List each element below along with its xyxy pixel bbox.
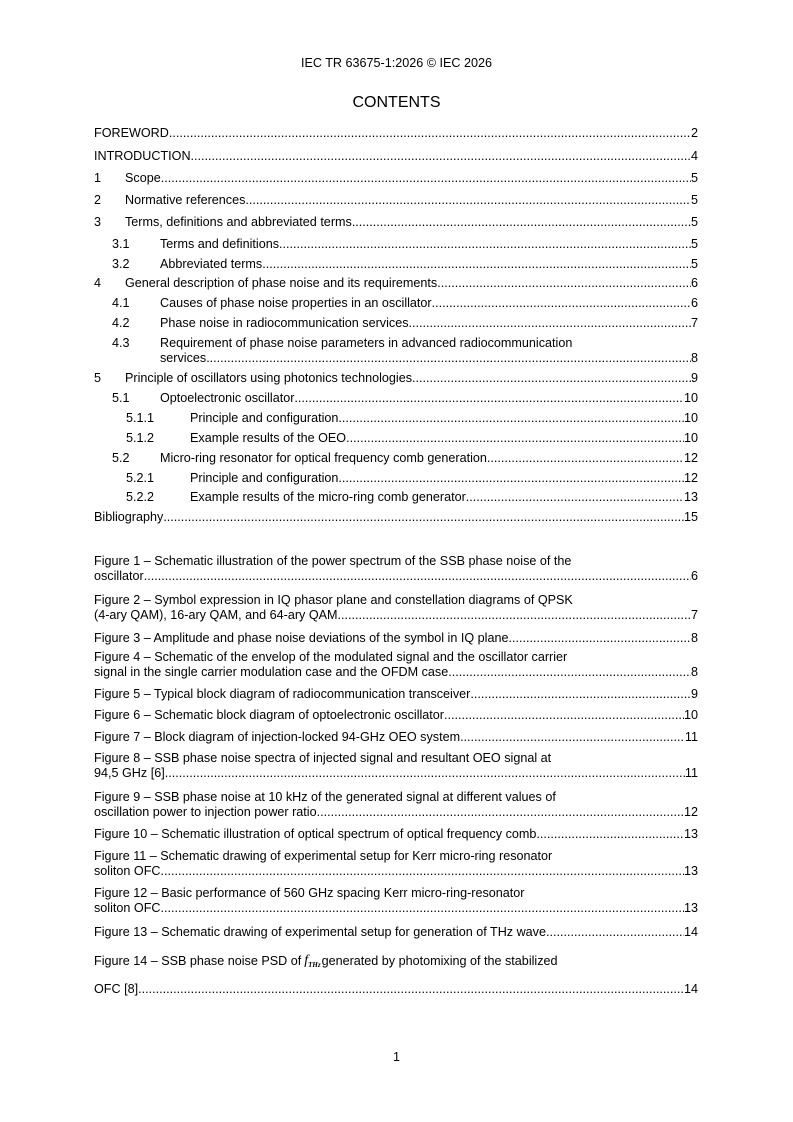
toc-line xyxy=(94,316,698,331)
figure-title-continued: soliton OFC xyxy=(94,901,161,915)
toc-title[interactable]: Principle and configuration xyxy=(190,411,339,425)
dot-leader xyxy=(338,471,684,486)
dot-leader xyxy=(338,411,684,426)
toc-number: 5.1 xyxy=(112,391,130,405)
toc-number: 5.1.1 xyxy=(126,411,155,425)
figure-page: 11 xyxy=(684,730,698,744)
figure-entry[interactable] xyxy=(94,925,698,940)
toc-entry[interactable] xyxy=(94,336,698,366)
toc-page: 10 xyxy=(683,391,698,405)
toc-page: 6 xyxy=(690,296,698,310)
toc-title[interactable]: Principle of oscillators using photonics technologies xyxy=(125,371,413,385)
toc-number: 4.1 xyxy=(112,296,130,310)
symbol-f-thz xyxy=(304,949,321,977)
figure-title[interactable]: Figure 4 – Schematic of the envelop of the modulated signal and the oscillator carrier xyxy=(94,650,568,664)
figure-line xyxy=(94,949,698,977)
figure-line xyxy=(94,708,698,723)
figure-line xyxy=(94,827,698,842)
dot-leader xyxy=(161,901,684,916)
toc-entry[interactable] xyxy=(94,316,698,331)
figure-line xyxy=(94,925,698,940)
toc-line xyxy=(94,215,698,230)
dot-leader xyxy=(432,296,691,311)
figure-title-continued: 94,5 GHz [6] xyxy=(94,766,165,780)
toc-title-continued: services xyxy=(160,351,207,365)
figure-page: 14 xyxy=(683,925,698,939)
dot-leader xyxy=(448,665,691,680)
figure-title-continued: (4-ary QAM), 16-ary QAM, and 64-ary QAM xyxy=(94,608,338,622)
toc-line xyxy=(94,126,698,141)
dot-leader xyxy=(191,149,691,164)
dot-leader xyxy=(262,257,691,272)
toc-entry[interactable] xyxy=(94,296,698,311)
toc-entry[interactable] xyxy=(94,490,698,505)
symbol: f xyxy=(304,953,309,968)
figure-line xyxy=(94,665,698,680)
figure-title[interactable]: Figure 14 – SSB phase noise PSD of xyxy=(94,954,302,968)
figure-page: 12 xyxy=(683,805,698,819)
figure-title[interactable]: Figure 11 – Schematic drawing of experimental setup for Kerr micro-ring resonator xyxy=(94,849,553,863)
figure-title-continued: oscillator xyxy=(94,569,144,583)
figure-entry[interactable] xyxy=(94,593,698,623)
toc-entry[interactable] xyxy=(94,237,698,252)
figure-title-post: generated by photomixing of the stabilized xyxy=(321,954,558,968)
figure-line xyxy=(94,687,698,702)
toc-number: 3.2 xyxy=(112,257,130,271)
figure-line xyxy=(94,593,698,608)
toc-title[interactable]: Abbreviated terms xyxy=(160,257,263,271)
figure-title-continued: OFC [8] xyxy=(94,982,139,996)
figure-line xyxy=(94,805,698,820)
toc-entry[interactable] xyxy=(94,431,698,446)
dot-leader xyxy=(317,805,684,820)
figure-line xyxy=(94,901,698,916)
toc-number: 1 xyxy=(94,171,102,185)
figure-entry[interactable] xyxy=(94,554,698,584)
figure-entry[interactable] xyxy=(94,751,698,781)
toc-page: 10 xyxy=(683,431,698,445)
toc-title[interactable]: Bibliography xyxy=(94,510,164,524)
figure-line xyxy=(94,554,698,569)
toc-entry[interactable] xyxy=(94,451,698,466)
toc-title[interactable]: Phase noise in radiocommunication services xyxy=(160,316,409,330)
toc-title[interactable]: Optoelectronic oscillator xyxy=(160,391,295,405)
figure-title[interactable]: Figure 13 – Schematic drawing of experimental setup for generation of THz wave xyxy=(94,925,546,939)
toc-page: 15 xyxy=(683,510,698,524)
document-header: IEC TR 63675-1:2026 © IEC 2026 xyxy=(300,56,493,70)
figure-page: 6 xyxy=(690,569,698,583)
toc-number: 4.2 xyxy=(112,316,130,330)
dot-leader xyxy=(346,431,684,446)
figure-line xyxy=(94,751,698,766)
dot-leader xyxy=(409,316,691,331)
toc-entry[interactable] xyxy=(94,471,698,486)
dot-leader xyxy=(487,451,684,466)
figure-line xyxy=(94,790,698,805)
figure-title-continued: oscillation power to injection power ratio xyxy=(94,805,317,819)
figure-page: 10 xyxy=(683,708,698,722)
figure-entry[interactable] xyxy=(94,886,698,916)
figure-page: 9 xyxy=(690,687,698,701)
dot-leader xyxy=(536,827,684,842)
dot-leader xyxy=(546,925,684,940)
toc-title[interactable]: Principle and configuration xyxy=(190,471,339,485)
dot-leader xyxy=(163,510,684,525)
toc-title[interactable]: INTRODUCTION xyxy=(94,149,191,163)
toc-entry[interactable] xyxy=(94,149,698,164)
toc-page: 5 xyxy=(690,215,698,229)
figure-line xyxy=(94,849,698,864)
toc-title[interactable]: Causes of phase noise properties in an oscillator xyxy=(160,296,432,310)
figure-title[interactable]: Figure 3 – Amplitude and phase noise deviations of the symbol in IQ plane xyxy=(94,631,509,645)
dot-leader xyxy=(508,631,691,646)
figure-entry[interactable] xyxy=(94,827,698,842)
toc-page: 10 xyxy=(683,411,698,425)
toc-line xyxy=(94,510,698,525)
dot-leader xyxy=(338,608,691,623)
figure-entry[interactable] xyxy=(94,849,698,879)
toc-entry[interactable] xyxy=(94,276,698,291)
page-number: 1 xyxy=(392,1050,400,1064)
toc-line xyxy=(94,276,698,291)
toc-page: 7 xyxy=(690,316,698,330)
toc-line xyxy=(94,391,698,406)
toc-title[interactable]: Requirement of phase noise parameters in advanced radiocommunication xyxy=(160,336,573,350)
dot-leader xyxy=(161,171,691,186)
toc-title[interactable]: Example results of the micro-ring comb generator xyxy=(190,490,466,504)
toc-title[interactable]: Terms, definitions and abbreviated terms xyxy=(125,215,352,229)
toc-page: 13 xyxy=(683,490,698,504)
figure-line xyxy=(94,650,698,665)
figure-entry[interactable] xyxy=(94,730,698,745)
figure-line xyxy=(94,886,698,901)
figure-page: 11 xyxy=(684,766,698,780)
toc-line xyxy=(94,336,698,351)
dot-leader xyxy=(460,730,685,745)
figure-title-continued: signal in the single carrier modulation case and the OFDM case xyxy=(94,665,449,679)
toc-page: 12 xyxy=(683,471,698,485)
figure-line xyxy=(94,608,698,623)
toc-entry[interactable] xyxy=(94,171,698,186)
dot-leader xyxy=(161,864,684,879)
toc-number: 3.1 xyxy=(112,237,130,251)
toc-page: 8 xyxy=(690,351,698,365)
toc-number: 3 xyxy=(94,215,102,229)
figure-title[interactable]: Figure 5 – Typical block diagram of radiocommunication transceiver xyxy=(94,687,471,701)
toc-page: 4 xyxy=(690,149,698,163)
dot-leader xyxy=(437,276,691,291)
figure-entry[interactable] xyxy=(94,790,698,820)
figure-entry[interactable] xyxy=(94,708,698,723)
toc-page: 5 xyxy=(690,193,698,207)
toc-line xyxy=(94,451,698,466)
toc-entry[interactable] xyxy=(94,371,698,386)
toc-entry[interactable] xyxy=(94,391,698,406)
toc-line xyxy=(94,193,698,208)
toc-number: 2 xyxy=(94,193,102,207)
toc-line xyxy=(94,257,698,272)
figure-page: 8 xyxy=(690,665,698,679)
toc-number: 5.2 xyxy=(112,451,130,465)
toc-page: 5 xyxy=(690,237,698,251)
toc-page: 5 xyxy=(690,257,698,271)
figure-title[interactable]: Figure 10 – Schematic illustration of optical spectrum of optical frequency comb xyxy=(94,827,537,841)
contents-title: CONTENTS xyxy=(352,94,441,111)
toc-number: 4 xyxy=(94,276,102,290)
toc-number: 5.2.2 xyxy=(126,490,155,504)
dot-leader xyxy=(279,237,691,252)
dot-leader xyxy=(352,215,691,230)
toc-page: 9 xyxy=(690,371,698,385)
toc-title[interactable]: Scope xyxy=(125,171,161,185)
toc-page: 5 xyxy=(690,171,698,185)
toc-line xyxy=(94,237,698,252)
figure-line xyxy=(94,864,698,879)
dot-leader xyxy=(138,977,684,1001)
toc-title[interactable]: Example results of the OEO xyxy=(190,431,347,445)
figure-line xyxy=(94,766,698,781)
dot-leader xyxy=(245,193,691,208)
toc-title[interactable]: Micro-ring resonator for optical frequency comb generation xyxy=(160,451,487,465)
dot-leader xyxy=(165,766,685,781)
figure-title[interactable]: Figure 9 – SSB phase noise at 10 kHz of the generated signal at different values of xyxy=(94,790,556,804)
toc-line xyxy=(94,351,698,366)
dot-leader xyxy=(412,371,691,386)
toc-title[interactable]: Normative references xyxy=(125,193,246,207)
toc-number: 5 xyxy=(94,371,102,385)
dot-leader xyxy=(470,687,691,702)
figure-title[interactable]: Figure 12 – Basic performance of 560 GHz spacing Kerr micro-ring-resonator xyxy=(94,886,525,900)
symbol-subscript: THz xyxy=(308,961,321,969)
figure-page: 13 xyxy=(683,901,698,915)
toc-number: 5.1.2 xyxy=(126,431,155,445)
toc-number: 5.2.1 xyxy=(126,471,155,485)
dot-leader xyxy=(144,569,691,584)
toc-title[interactable]: General description of phase noise and its requirements xyxy=(125,276,438,290)
toc-entry[interactable] xyxy=(94,193,698,208)
figure-entry[interactable] xyxy=(94,949,698,1001)
toc-number: 4.3 xyxy=(112,336,130,350)
dot-leader xyxy=(444,708,684,723)
toc-line xyxy=(94,296,698,311)
dot-leader xyxy=(206,351,691,366)
toc-line xyxy=(94,490,698,505)
figure-line xyxy=(94,977,698,1001)
figure-title-continued: soliton OFC xyxy=(94,864,161,878)
toc-line xyxy=(94,471,698,486)
figure-page: 8 xyxy=(690,631,698,645)
toc-page: 2 xyxy=(690,126,698,140)
figure-title[interactable]: Figure 8 – SSB phase noise spectra of injected signal and resultant OEO signal at xyxy=(94,751,552,765)
toc-title[interactable]: Terms and definitions xyxy=(160,237,280,251)
toc-page: 12 xyxy=(683,451,698,465)
dot-leader xyxy=(169,126,691,141)
toc-page: 6 xyxy=(690,276,698,290)
figure-title[interactable]: Figure 6 – Schematic block diagram of optoelectronic oscillator xyxy=(94,708,444,722)
toc-entry[interactable] xyxy=(94,215,698,230)
dot-leader xyxy=(466,490,684,505)
toc-title[interactable]: FOREWORD xyxy=(94,126,169,140)
figure-line xyxy=(94,730,698,745)
toc-line xyxy=(94,171,698,186)
figure-entry[interactable] xyxy=(94,631,698,646)
figure-page: 14 xyxy=(683,982,698,996)
figure-title[interactable]: Figure 1 – Schematic illustration of the power spectrum of the SSB phase noise of the xyxy=(94,554,572,568)
figure-entry[interactable] xyxy=(94,650,698,680)
toc-entry[interactable] xyxy=(94,411,698,426)
dot-leader xyxy=(294,391,684,406)
figure-line xyxy=(94,631,698,646)
figure-page: 7 xyxy=(690,608,698,622)
toc-line xyxy=(94,371,698,386)
toc-line xyxy=(94,431,698,446)
toc-line xyxy=(94,411,698,426)
figure-title[interactable]: Figure 7 – Block diagram of injection-locked 94-GHz OEO system xyxy=(94,730,461,744)
toc-line xyxy=(94,149,698,164)
toc-entry[interactable] xyxy=(94,510,698,525)
figure-title[interactable]: Figure 2 – Symbol expression in IQ phasor plane and constellation diagrams of QPSK xyxy=(94,593,573,607)
figure-entry[interactable] xyxy=(94,687,698,702)
toc-entry[interactable] xyxy=(94,257,698,272)
figure-line xyxy=(94,569,698,584)
figure-page: 13 xyxy=(683,864,698,878)
toc-entry[interactable] xyxy=(94,126,698,141)
figure-page: 13 xyxy=(683,827,698,841)
